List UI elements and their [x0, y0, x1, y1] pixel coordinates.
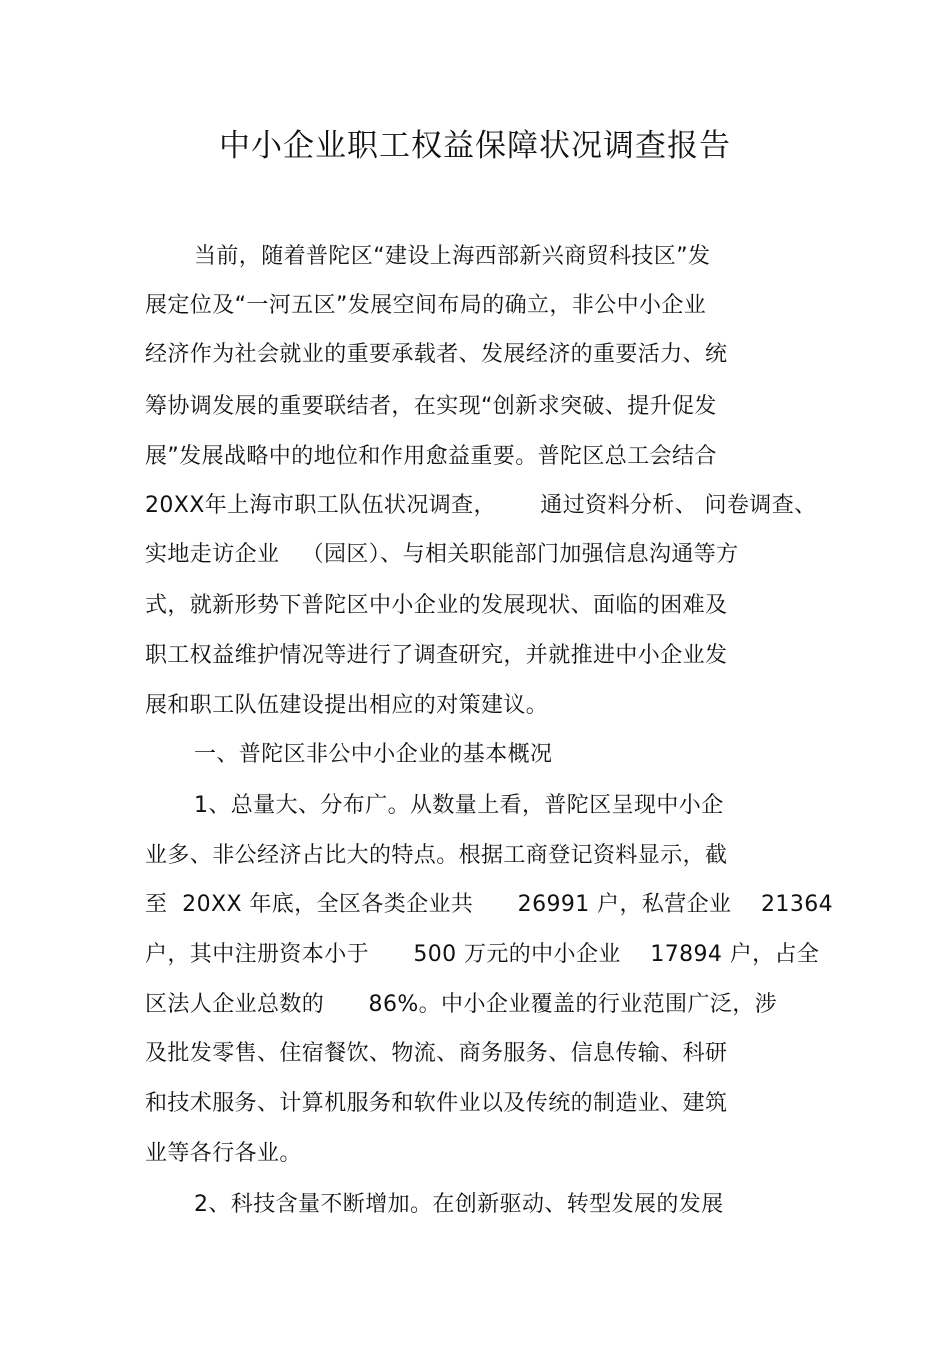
- paragraph-line: 展”发展战略中的地位和作用愈益重要。普陀区总工会结合: [145, 444, 717, 469]
- section-heading: 一、普陀区非公中小企业的基本概况: [194, 742, 553, 767]
- paragraph-line: 展定位及“一河五区”发展空间布局的确立，非公中小企业: [145, 293, 707, 318]
- paragraph-line: 式，就新形势下普陀区中小企业的发展现状、面临的困难及: [145, 593, 728, 618]
- paragraph-line: 和技术服务、计算机服务和软件业以及传统的制造业、建筑: [145, 1091, 728, 1116]
- document-title: 中小企业职工权益保障状况调查报告: [219, 128, 731, 164]
- paragraph-line: 业等各行各业。: [145, 1141, 302, 1166]
- paragraph-line: 及批发零售、住宿餐饮、物流、商务服务、信息传输、科研: [145, 1041, 728, 1066]
- paragraph-line: 20XX年上海市职工队伍状况调查， 通过资料分析、 问卷调查、: [145, 493, 817, 518]
- paragraph-line: 展和职工队伍建设提出相应的对策建议。: [145, 693, 549, 718]
- paragraph-line: 1、总量大、分布广。从数量上看，普陀区呈现中小企: [194, 793, 724, 818]
- paragraph-line: 经济作为社会就业的重要承载者、发展经济的重要活力、统: [145, 342, 728, 367]
- paragraph-line: 实地走访企业 （园区）、与相关职能部门加强信息沟通等方: [145, 542, 739, 567]
- paragraph-line: 职工权益维护情况等进行了调查研究，并就推进中小企业发: [145, 643, 728, 668]
- paragraph-line: 至 20XX 年底，全区各类企业共 26991 户，私营企业 21364: [145, 892, 834, 917]
- paragraph-line: 户，其中注册资本小于 500 万元的中小企业 17894 户，占全: [145, 942, 820, 967]
- paragraph-line: 区法人企业总数的 86%。中小企业覆盖的行业范围广泛，涉: [145, 992, 778, 1017]
- paragraph-line: 业多、非公经济占比大的特点。根据工商登记资料显示，截: [145, 843, 728, 868]
- paragraph-line: 当前，随着普陀区“建设上海西部新兴商贸科技区”发: [194, 244, 711, 269]
- paragraph-line: 2、科技含量不断增加。在创新驱动、转型发展的发展: [194, 1192, 724, 1217]
- paragraph-line: 筹协调发展的重要联结者，在实现“创新求突破、提升促发: [145, 394, 717, 419]
